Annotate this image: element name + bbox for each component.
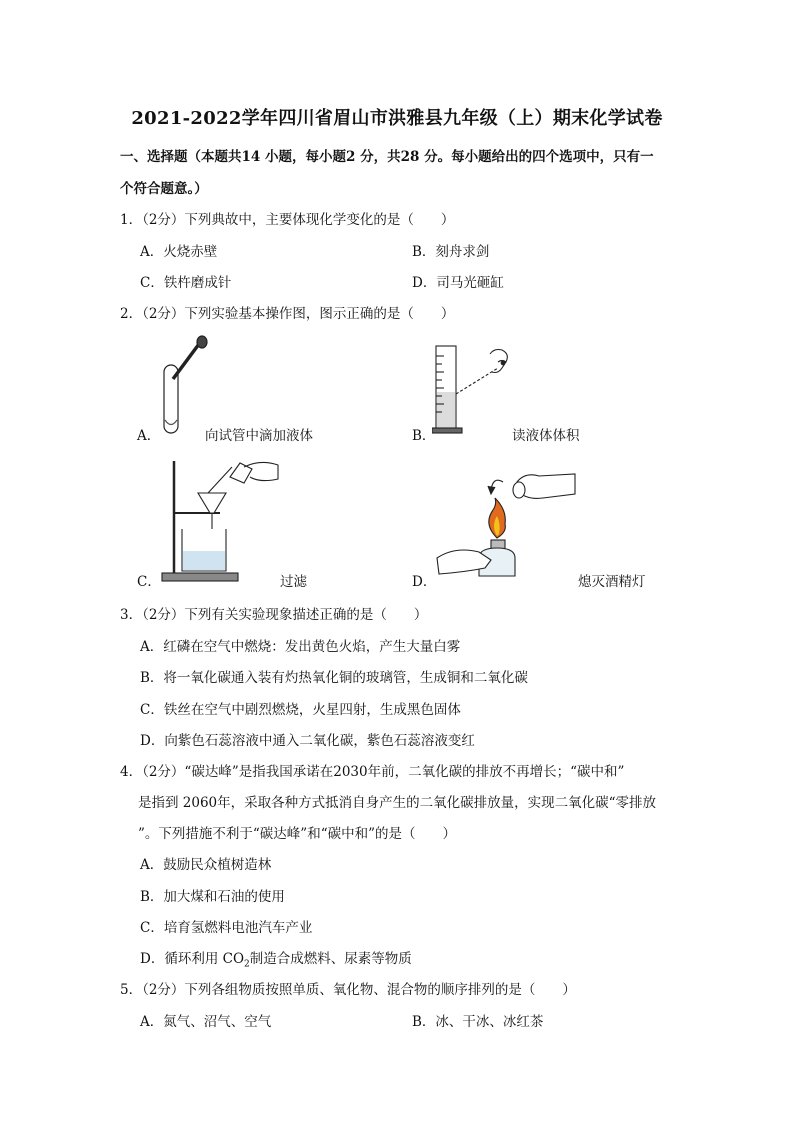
q2-option-c-letter: C． bbox=[137, 574, 161, 590]
q2-option-d-caption: 熄灭酒精灯 bbox=[578, 574, 646, 590]
q4-option-d-pre: D．循环利用 CO bbox=[140, 951, 245, 967]
q5-stem: 5．（2分）下列各组物质按照单质、氧化物、混合物的顺序排列的是（ ） bbox=[120, 982, 576, 998]
q3-stem: 3．（2分）下列有关实验现象描述正确的是（ ） bbox=[120, 607, 428, 623]
q4-stem-line3: ”。下列措施不利于“碳达峰”和“碳中和”的是（ ） bbox=[138, 826, 457, 842]
q4-option-d-subscript: 2 bbox=[244, 959, 250, 970]
graduated-cylinder-figure bbox=[432, 342, 522, 438]
q5-option-b: B．冰、干冰、冰红茶 bbox=[412, 1014, 544, 1030]
q2-option-b-caption: 读液体体积 bbox=[512, 428, 580, 444]
q2-option-b-letter: B． bbox=[412, 428, 436, 444]
q3-option-b: B．将一氧化碳通入装有灼热氧化铜的玻璃管，生成铜和二氧化碳 bbox=[140, 670, 528, 686]
q2-option-d-letter: D． bbox=[412, 574, 437, 590]
q4-stem-line2: 是指到 2060年，采取各种方式抵消自身产生的二氧化碳排放量，实现二氧化碳“零排放 bbox=[138, 795, 657, 811]
q1-option-b: B．刻舟求剑 bbox=[412, 244, 490, 260]
q3-option-d: D．向紫色石蕊溶液中通入二氧化碳，紫色石蕊溶液变红 bbox=[140, 733, 475, 749]
q3-option-c: C．铁丝在空气中剧烈燃烧，火星四射，生成黑色固体 bbox=[140, 702, 461, 718]
section-heading-line1: 一、选择题（本题共14 小题，每小题2 分，共28 分。每小题给出的四个选项中，只有一 bbox=[120, 149, 654, 165]
section-heading-line2: 个符合题意。） bbox=[120, 181, 208, 197]
q1-stem: 1．（2分）下列典故中，主要体现化学变化的是（ ） bbox=[120, 212, 455, 228]
q4-option-a: A．鼓励民众植树造林 bbox=[140, 857, 272, 873]
filtration-figure bbox=[160, 455, 290, 585]
page-title: 2021-2022学年四川省眉山市洪雅县九年级（上）期末化学试卷 bbox=[131, 108, 663, 129]
q4-option-d-post: 制造合成燃料、尿素等物质 bbox=[249, 951, 412, 967]
alcohol-lamp-figure bbox=[435, 468, 580, 586]
q2-option-c-caption: 过滤 bbox=[280, 574, 307, 590]
q2-stem: 2．（2分）下列实验基本操作图，图示正确的是（ ） bbox=[120, 306, 455, 322]
q4-option-d bbox=[140, 947, 412, 970]
q4-option-b: B．加大煤和石油的使用 bbox=[140, 889, 285, 905]
q1-option-a: A．火烧赤壁 bbox=[140, 244, 218, 260]
q2-option-a-caption: 向试管中滴加液体 bbox=[205, 428, 313, 444]
q3-option-a: A．红磷在空气中燃烧：发出黄色火焰，产生大量白雾 bbox=[140, 639, 461, 655]
q4-option-c: C．培育氢燃料电池汽车产业 bbox=[140, 920, 313, 936]
q1-option-c: C．铁杵磨成针 bbox=[140, 275, 232, 291]
q5-option-a: A．氮气、沼气、空气 bbox=[140, 1014, 272, 1030]
q4-stem-line1: 4．（2分）“碳达峰”是指我国承诺在2030年前，二氧化碳的排放不再增长；“碳中和” bbox=[120, 764, 625, 780]
q2-option-a-letter: A． bbox=[137, 428, 161, 444]
q1-option-d: D．司马光砸缸 bbox=[412, 275, 504, 291]
